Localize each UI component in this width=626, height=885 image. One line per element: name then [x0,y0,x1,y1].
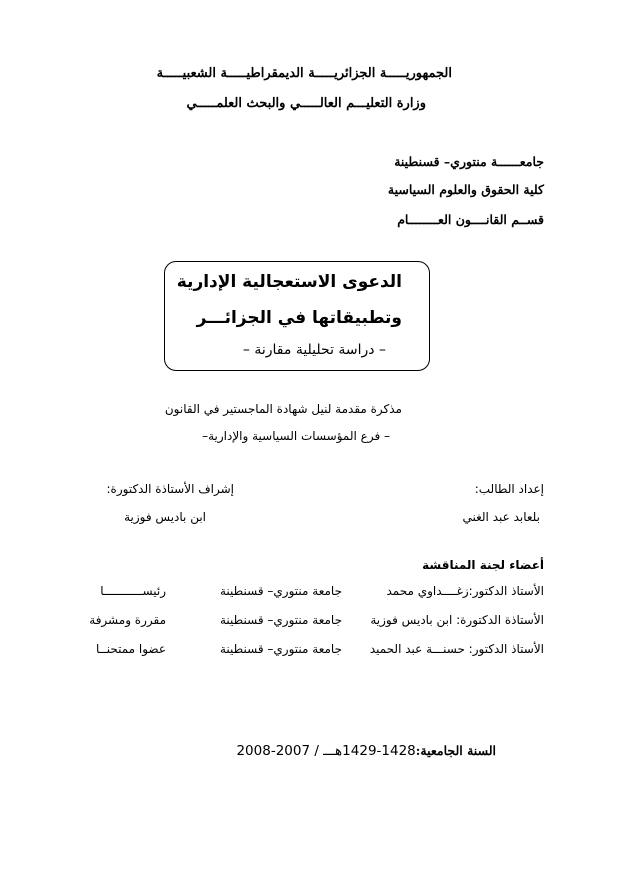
thesis-description: مذكرة مقدمة لنيل شهادة الماجستير في القانون [164,402,402,416]
committee-member-name: الأستاذ الدكتور: حسنـــة عبد الحميد [369,642,544,656]
committee-member-role: رئيســـــــــــا [100,584,166,598]
university-name: جامعــــــة منتوري– قسنطينة [394,154,544,169]
thesis-title-line1: الدعوى الاستعجالية الإدارية [176,272,402,292]
committee-member-affiliation: جامعة منتوري– قسنطينة [220,613,342,627]
thesis-subtitle: – دراسة تحليلية مقارنة – [242,342,386,358]
committee-member-name: الأستاذ الدكتور:زغــــداوي محمد [386,584,544,598]
committee-member-role: عضوا ممتحنــا [96,642,166,656]
faculty-name: كلية الحقوق والعلوم السياسية [387,182,544,197]
thesis-branch: – فرع المؤسسات السياسية والإدارية– [202,429,390,443]
supervisor-name: ابن باديس فوزية [124,510,206,524]
supervisor-label: إشراف الأستاذة الدكتورة: [106,482,234,496]
committee-member-role: مقررة ومشرفة [89,613,166,627]
student-label: إعداد الطالب: [474,482,544,496]
committee-heading: أعضاء لجنة المناقشة [422,558,544,572]
committee-member-name: الأستاذة الدكتورة: ابن باديس فوزية [370,613,544,627]
ministry-heading: وزارة التعليـــم العالـــــي والبحث العلمـــــي [186,96,426,111]
academic-year [236,743,496,759]
committee-member-affiliation: جامعة منتوري– قسنطينة [220,584,342,598]
student-name: بلعابد عبد الغني [462,510,540,524]
academic-year-label: السنة الجامعية: [415,743,496,758]
department-name: قســم القانــــون العــــــــام [397,212,544,227]
republic-heading: الجمهوريـــــة الجزائريـــــة الديمقراطيـــــة الشعبيـــــة [156,66,452,81]
committee-member-affiliation: جامعة منتوري– قسنطينة [220,642,342,656]
academic-year-value: 1428-1429هـــ / 2007-2008 [236,743,416,759]
thesis-title-line2: وتطبيقاتها في الجزائـــر [196,308,402,328]
